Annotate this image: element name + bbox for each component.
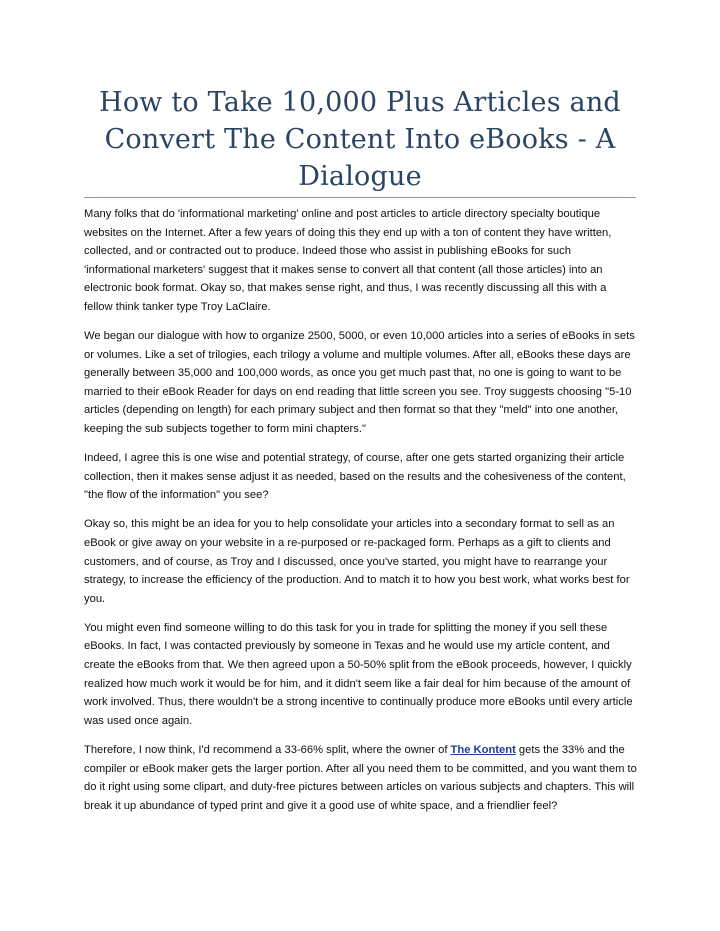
paragraph-3: Indeed, I agree this is one wise and potential strategy, of course, after one gets started organizing their article collection, then it makes sense adjust it as needed, based on the results and the cohesiveness of the content, "the flow of the information" you see?: [84, 452, 626, 502]
paragraph-6: [84, 741, 638, 815]
paragraph-6-before-link: Therefore, I now think, I'd recommend a 33-66% split, where the owner of: [84, 743, 451, 756]
paragraph-2: We began our dialogue with how to organize 2500, 5000, or even 10,000 articles into a series of eBooks in sets or volumes. Like a set of trilogies, each trilogy a volume and multiple volumes. After all, eBooks these days are generally between 35,000 and 100,000 words, as once you get much past that, no one is going to want to be married to their eBook Reader for days on end reading that little screen you see. Troy suggests choosing "5-10 articles (depending on length) for each primary subject and then format so that they "meld" into one another, keeping the sub subjects together to form mini chapters.": [84, 330, 635, 436]
the-kontent-link[interactable]: The Kontent: [450, 743, 516, 756]
document-title: How to Take 10,000 Plus Articles and Convert The Content Into eBooks - A Dialogue: [99, 87, 621, 192]
paragraph-1: Many folks that do 'informational marketing' online and post articles to article directory specialty boutique websites on the Internet. After a few years of doing this they end up with a ton of content they have written, collected, and or contracted out to produce. Indeed those who assist in publishing eBooks for such 'informational marketers' suggest that it makes sense to convert all that content (all those articles) into an electronic book format. Okay so, that makes sense right, and thus, I was recently discussing all this with a fellow think tanker type Troy LaClaire.: [84, 208, 612, 313]
paragraph-5: You might even find someone willing to do this task for you in trade for splitting the money if you sell these eBooks. In fact, I was contacted previously by someone in Texas and he would use my article content, and create the eBooks from that. We then agreed upon a 50-50% split from the eBook proceeds, however, I quickly realized how much work it would be for him, and it didn't seem like a fair deal for him because of the amount of work involved. Thus, there wouldn't be a strong incentive to continually produce more eBooks until every article was used once again.: [84, 621, 633, 727]
paragraph-6-after-link: gets the 33% and the compiler or eBook maker gets the larger portion. After all you need them to be committed, and you want them to do it right using some clipart, and duty-free pictures between articles on various subjects and chapters. This will break it up abundance of typed print and give it a good use of white space, and a friendlier feel?: [84, 743, 637, 812]
paragraph-4: Okay so, this might be an idea for you to help consolidate your articles into a secondary format to sell as an eBook or give away on your website in a re-purposed or re-packaged form. Perhaps as a gift to clients and customers, and of course, as Troy and I discussed, once you've started, you might have to rearrange your strategy, to increase the efficiency of the production. And to match it to how you best work, what works best for you.: [84, 518, 630, 605]
title-divider: [84, 197, 636, 198]
article-body: [84, 205, 638, 826]
